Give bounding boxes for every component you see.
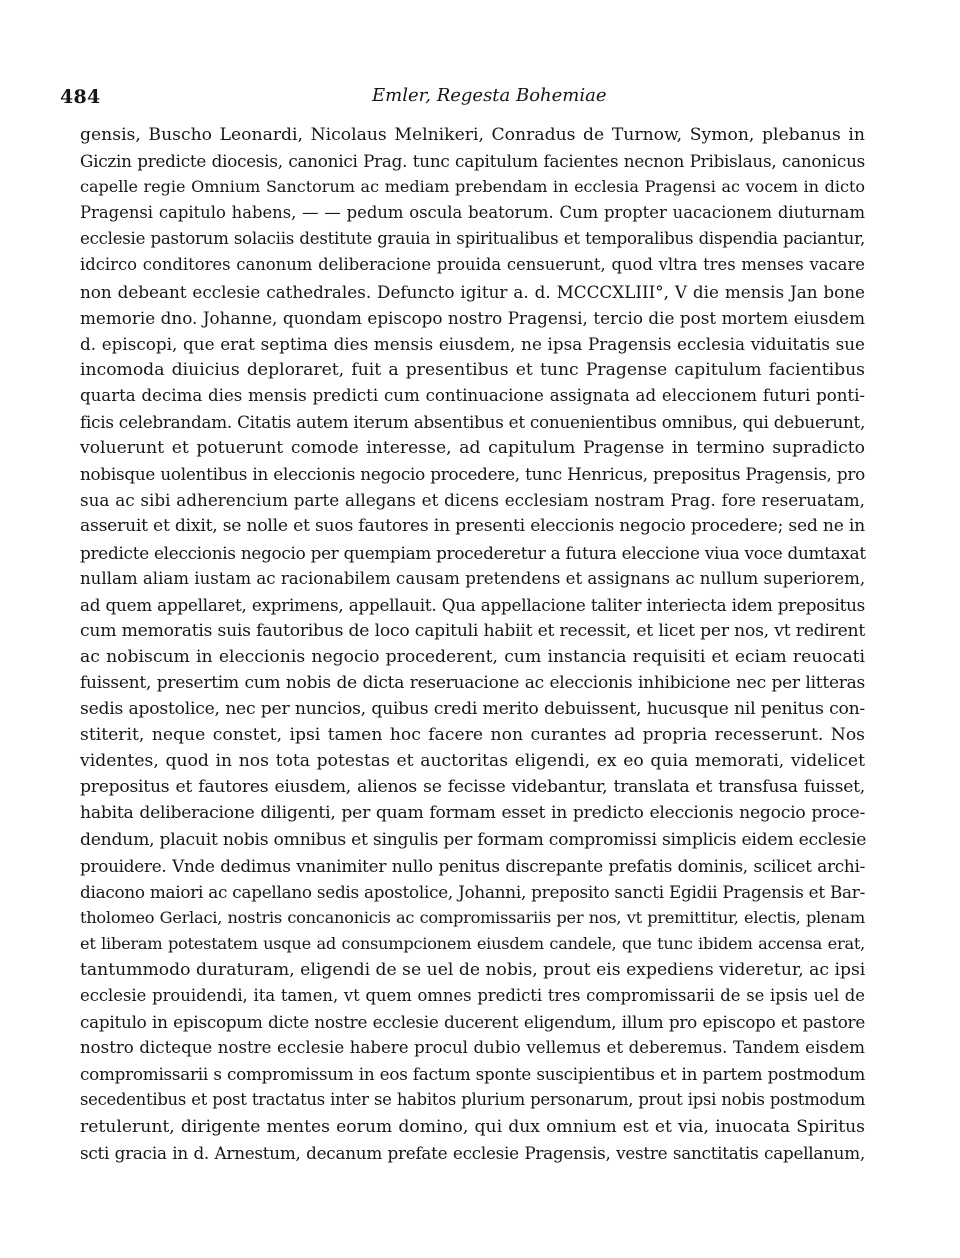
text-line: compromissarii s compromissum in eos factum sponte suscipientibus et in partem postmodum xyxy=(80,1064,865,1085)
text-line: videntes, quod in nos tota potestas et auctoritas eligendi, ex eo quia memorati, videlicet xyxy=(80,751,865,772)
text-line: prepositus et fautores eiusdem, alienos se fecisse videbantur, translata et transfusa fuisset, xyxy=(80,777,865,798)
text-line: idcirco conditores canonum deliberacione prouida censuerunt, quod vltra tres menses vacare xyxy=(80,255,865,275)
text-line: capelle regie Omnium Sanctorum ac mediam prebendam in ecclesia Pragensi ac vocem in dicto xyxy=(80,177,865,197)
text-line: capitulo in episcopum dicte nostre ecclesie ducerent eligendum, illum pro episcopo et pastore xyxy=(80,1012,865,1033)
text-line: voluerunt et potuerunt comode interesse, ad capitulum Pragense in termino supradicto xyxy=(80,438,865,459)
text-line: stiterit, neque constet, ipsi tamen hoc facere non curantes ad propria recesserunt. Nos xyxy=(80,725,865,746)
text-line: retulerunt, dirigente mentes eorum domino, qui dux omnium est et via, inuocata Spiritus xyxy=(80,1116,865,1137)
text-line: predicte eleccionis negocio per quempiam procederetur a futura eleccione viua voce dumtaxat xyxy=(80,542,866,563)
text-line: tantummodo duraturam, eligendi de se uel de nobis, prout eis expediens videretur, ac ipsi xyxy=(80,960,866,980)
text-line: non debeant ecclesie cathedrales. Defuncto igitur a. d. MCCCXLIII°, V die mensis Jan bone xyxy=(80,281,865,302)
text-line: ecclesie pastorum solaciis destitute grauia in spiritualibus et temporalibus dispendia paciantur, xyxy=(80,229,865,249)
text-line: sua ac sibi adherencium parte allegans et dicens ecclesiam nostram Prag. fore reseruatam, xyxy=(80,490,865,511)
text-line: ficis celebrandam. Citatis autem iterum absentibus et conuenientibus omnibus, qui debuerunt, xyxy=(80,412,866,433)
text-line: tholomeo Gerlaci, nostris concanonicis ac compromissariis per nos, vt premittitur, electis, plenam xyxy=(80,907,865,927)
text-line: asseruit et dixit, se nolle et suos fautores in presenti eleccionis negocio procedere; sed ne in xyxy=(80,516,865,537)
text-line: nullam aliam iustam ac racionabilem causam pretendens et assignans ac nullum superiorem, xyxy=(80,568,866,588)
text-line: cum memoratis suis fautoribus de loco capituli habiit et recessit, et licet per nos, vt redirent xyxy=(80,620,865,641)
text-line: d. episcopi, que erat septima dies mensis eiusdem, ne ipsa Pragensis ecclesia viduitatis sue xyxy=(80,333,865,354)
text-line: habita deliberacione diligenti, per quam formam esset in predicto eleccionis negocio proce- xyxy=(80,803,865,824)
text-line: nostro dicteque nostre ecclesie habere procul dubio vellemus et deberemus. Tandem eisdem xyxy=(80,1038,865,1058)
text-line: memorie dno. Johanne, quondam episcopo nostro Pragensi, tercio die post mortem eiusdem xyxy=(80,307,865,328)
text-line: Giczin predicte diocesis, canonici Prag. tunc capitulum facientes necnon Pribislaus, canonicus xyxy=(80,151,865,172)
text-line: fuissent, presertim cum nobis de dicta reseruacione ac eleccionis inhibicione nec per litteras xyxy=(80,672,865,693)
text-line: et liberam potestatem usque ad consumpcionem eiusdem candele, que tunc ibidem accensa erat, xyxy=(80,933,865,953)
text-line: ecclesie prouidendi, ita tamen, vt quem omnes predicti tres compromissarii de se ipsis uel de xyxy=(80,986,865,1006)
text-line: Pragensi capitulo habens, — — pedum oscula beatorum. Cum propter uacacionem diuturnam xyxy=(80,203,865,223)
running-head: Emler, Regesta Bohemiae xyxy=(372,85,607,106)
text-line: nobisque uolentibus in eleccionis negocio procedere, tunc Henricus, prepositus Pragensis, pro xyxy=(80,464,865,485)
text-line: sedis apostolice, nec per nuncios, quibus credi merito debuissent, hucusque nil penitus con- xyxy=(80,699,865,720)
text-line: ac nobiscum in eleccionis negocio procederent, cum instancia requisiti et eciam reuocati xyxy=(80,646,865,667)
text-line: gensis, Buscho Leonardi, Nicolaus Melnikeri, Conradus de Turnow, Symon, plebanus in xyxy=(80,125,865,145)
text-line: prouidere. Vnde dedimus vnanimiter nullo penitus discrepante prefatis dominis, scilicet archi- xyxy=(80,855,865,876)
text-line: incomoda diuicius deploraret, fuit a presentibus et tunc Pragense capitulum facientibus xyxy=(80,359,865,380)
body-text xyxy=(80,122,865,1166)
text-line: dendum, placuit nobis omnibus et singulis per formam compromissi simplicis eidem ecclesie xyxy=(80,829,867,850)
text-line: secedentibus et post tractatus inter se habitos plurium personarum, prout ipsi nobis postmodum xyxy=(80,1090,865,1110)
text-line: quarta decima dies mensis predicti cum continuacione assignata ad eleccionem futuri ponti- xyxy=(80,385,865,405)
page-number: 484 xyxy=(60,86,101,108)
text-line: diacono maiori ac capellano sedis apostolice, Johanni, preposito sancti Egidii Pragensis et Bar- xyxy=(80,881,865,902)
text-line: ad quem appellaret, exprimens, appellauit. Qua appellacione taliter interiecta idem prepositus xyxy=(80,594,865,615)
text-line: scti gracia in d. Arnestum, decanum prefate ecclesie Pragensis, vestre sanctitatis capellanum, xyxy=(80,1142,865,1163)
